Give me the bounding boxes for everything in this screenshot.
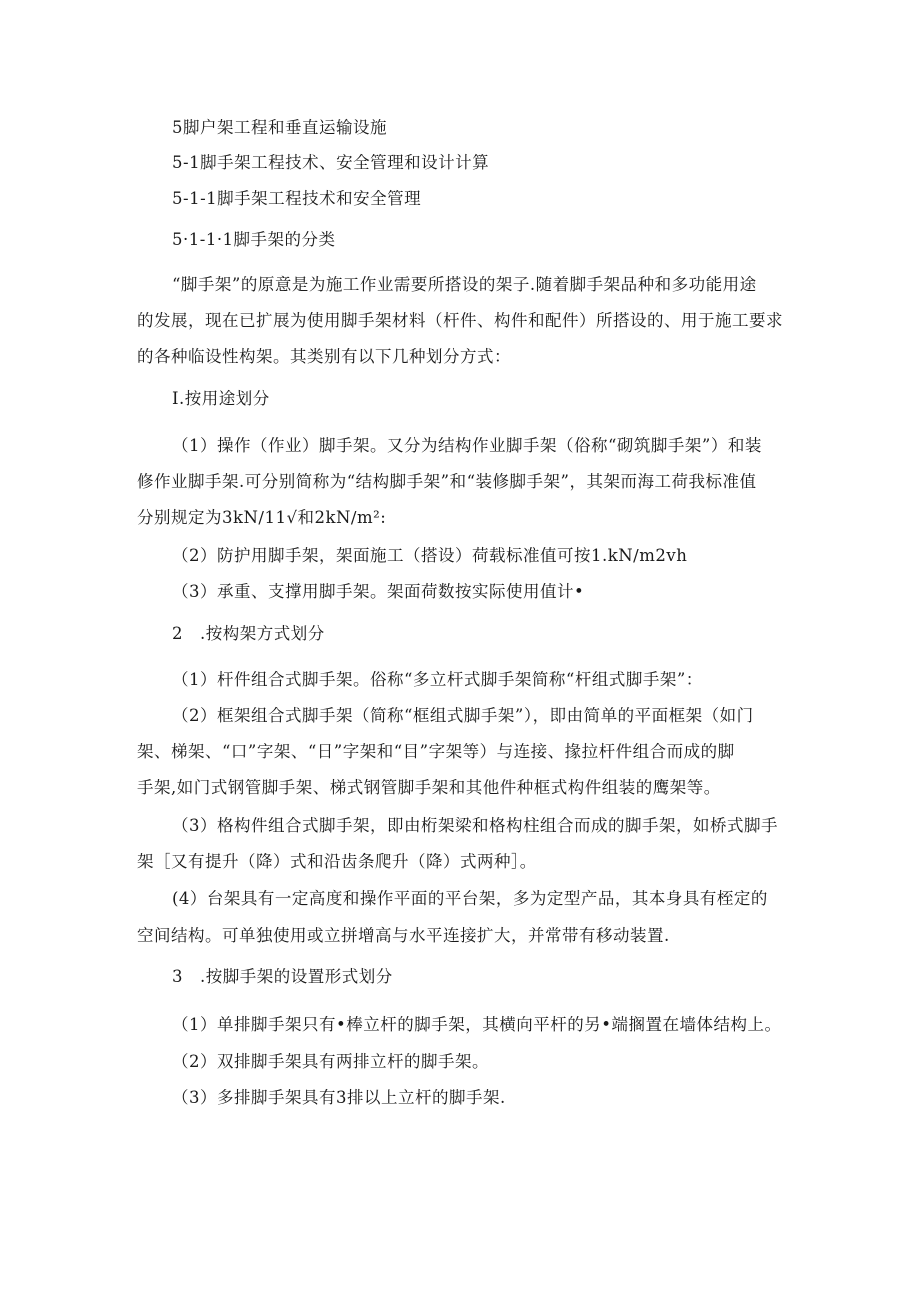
- heading-level-1: 5脚户架工程和垂直运输设施: [172, 118, 387, 137]
- section-2-item-3-line-2: 架［又有提升（降）式和沿齿条爬升（降）式两种］。: [137, 852, 537, 871]
- section-3-heading: 3 .按脚手架的设置形式划分: [172, 967, 393, 986]
- section-2-item-2-line-3: 手架,如门式钢管脚手架、梯式钢管脚手架和其他件种框式构件组装的鹰架等。: [137, 778, 721, 797]
- section-1-item-3: （3）承重、支撑用脚手架。架面荷数按实际使用值计•: [172, 582, 585, 601]
- heading-level-3: 5-1-1脚手架工程技术和安全管理: [172, 189, 422, 208]
- section-2-item-3-line-1: （3）格构件组合式脚手架，即由桁架梁和格构柱组合而成的脚手架，如桥式脚手: [172, 816, 778, 835]
- heading-level-4: 5·1-1·1脚手架的分类: [172, 230, 336, 249]
- section-1-item-1-line-1: （1）操作（作业）脚手架。又分为结构作业脚手架（俗称“砌筑脚手架”）和装: [172, 436, 762, 455]
- intro-line-3: 的各种临设性构架。其类别有以下几种划分方式：: [137, 347, 511, 366]
- section-3-item-3: （3）多排脚手架具有3排以上立杆的脚手架.: [172, 1088, 506, 1107]
- section-1-item-2: （2）防护用脚手架，架面施工（搭设）荷载标准值可按1.kN∕m2vh: [172, 546, 688, 565]
- section-2-heading: 2 .按构架方式划分: [172, 624, 325, 643]
- section-3-item-2: （2）双排脚手架具有两排立杆的脚手架。: [172, 1052, 489, 1071]
- heading-level-2: 5-1脚手架工程技术、安全管理和设计计算: [172, 153, 490, 172]
- section-2-item-2-line-1: （2）框架组合式脚手架（简称“框组式脚手架”），即由简单的平面框架（如门: [172, 706, 754, 725]
- section-1-item-1-line-3: 分别规定为3kN∕11√和2kN∕m²:: [137, 508, 387, 527]
- section-3-item-1: （1）单排脚手架只有•棒立杆的脚手架，其横向平杆的另•端搁置在墙体结构上。: [172, 1015, 782, 1034]
- intro-line-1: “脚手架”的原意是为施工作业需要所搭设的架子.随着脚手架品种和多功能用途: [172, 275, 757, 294]
- section-2-item-4-line-2: 空间结构。可单独使用或立拼增高与水平连接扩大，并常带有移动装置.: [137, 926, 670, 945]
- section-1-heading: I.按用途划分: [172, 389, 270, 408]
- intro-line-2: 的发展，现在已扩展为使用脚手架材料（杆件、构件和配件）所搭设的、用于施工要求: [137, 311, 783, 330]
- section-2-item-1: （1）杆件组合式脚手架。俗称“多立杆式脚手架简称“杆组式脚手架”：: [172, 670, 703, 689]
- section-1-item-1-line-2: 修作业脚手架.可分别简称为“结构脚手架”和“装修脚手架”，其架而海工荷我标准值: [137, 472, 757, 491]
- section-2-item-4-line-1: (4）台架具有一定高度和操作平面的平台架，多为定型产品，其本身具有桎定的: [172, 889, 768, 908]
- section-2-item-2-line-2: 架、梯架、“口”字架、“日”字架和“目”字架等）与连接、掾拉杆件组合而成的脚: [137, 742, 735, 761]
